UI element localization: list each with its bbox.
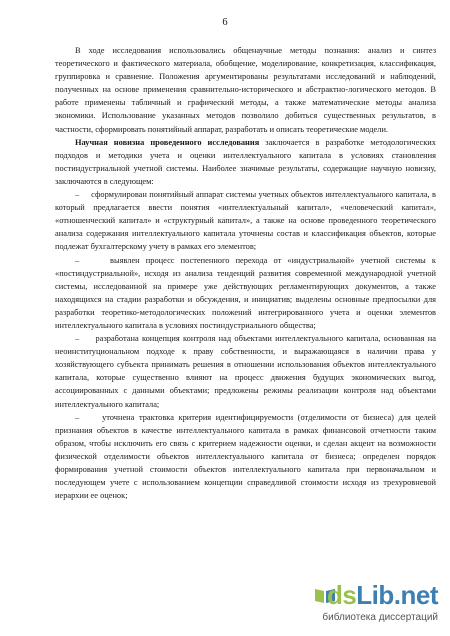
methods-paragraph: В ходе исследования использовались общенаучные методы познания: анализ и синтез теоретического и фактического материала, обобщение, моделирование, конкретизация, классификация, группировка и сравнение. Положения аргументированы результатами исследований и наблюдений, полученных на основе применения сравнительно-исторического и абстрактно-логического методов. В работе применены табличный и графический методы, а также математические методы анализа экономики. Использование указанных методов позволило добиться существенных результатов, в частности, сформировать понятийный аппарат, разработать и описать теоретические модели. xyxy=(55,46,436,134)
site-logo[interactable]: dsLib.net xyxy=(326,580,438,610)
list-item: – сформулирован понятийный аппарат системы учетных объектов интеллектуального капитала, в который предлагается ввести понятия «интеллектуальный капитал», «человеческий капитал», «отношенческий капитал» и «структурный капитал», а также на основе проведенного теоретического анализа содержания интеллектуального капитала уточнены состав и классификация объектов, которые подлежат бухгалтерскому учету в рамках его элементов; xyxy=(55,190,436,252)
list-item: – уточнена трактовка критерия идентифицируемости (отделимости от бизнеса) для целей признания объектов в качестве интеллектуального капитала в рамках финансовой отчетности таким образом, чтобы исключить его связь с критерием надежности оценки, и сделан акцент на возможности физической отделимости объектов интеллектуального капитала от бизнеса; определен порядок формирования учетной стоимости объектов интеллектуального капитала при первоначальном и последующем учете с использованием концепции справедливой стоимости исходя из трехуровневой иерархии ее оценок; xyxy=(55,412,436,501)
page-number: 6 xyxy=(222,17,228,28)
watermark xyxy=(318,580,438,628)
list-item: – разработана концепция контроля над объектами интеллектуального капитала, основанная на неоинституциональном подходе к праву собственности, и выражающаяся в наличии права у хозяйствующего субъекта принимать решения в отношении использования объектов интеллектуального капитала, которые существенно влияют на процесс движения будущих экономических выгод, ассоциированных с данными объектами; предложены режимы реализации контроля над объектами интеллектуального капитала; xyxy=(55,334,436,409)
novelty-paragraph xyxy=(55,136,436,188)
list-item: – выявлен процесс постепенного перехода от «индустриальной» учетной системы к «постиндустриальной», исходя из анализа тенденций развития современной международной учетной системы, исследованной на примере уже действующих регламентирующих документов, а также находящихся на стадии разработки и обсуждения, и инициатив; выделены основные предпосылки для разработки теоретико-методологических положений интегрированного учета и оценки элементов интеллектуального капитала в условиях постиндустриального общества; xyxy=(55,255,436,330)
site-subtitle: библиотека диссертаций xyxy=(322,612,438,623)
novelty-text: заключается в разработке методологических подходов и методики учета и оценки интеллектуального капитала в условиях становления постиндустриальной учетной системы. Наиболее значимые результаты, содержащие научную новизну, заключаются в следующем: xyxy=(55,137,436,186)
document-body xyxy=(55,44,436,502)
novelty-heading: Научная новизна проведенного исследования xyxy=(75,137,260,147)
